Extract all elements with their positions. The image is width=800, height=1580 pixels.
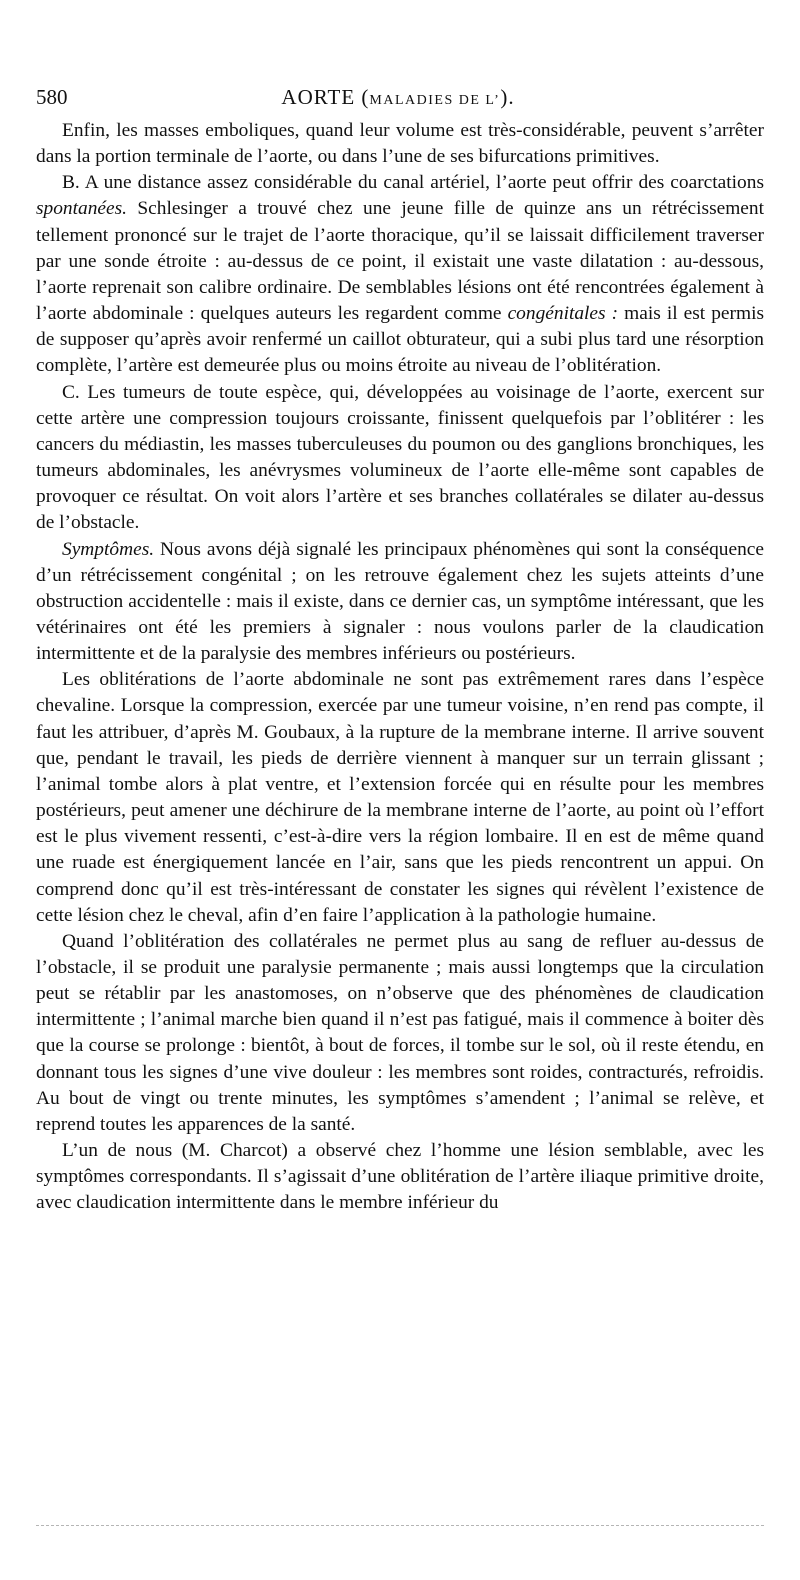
- page-number: 580: [36, 85, 68, 109]
- paragraph-lead: C.: [62, 381, 80, 403]
- paragraph-espece-chevaline: [36, 667, 764, 929]
- paragraph-paralysie: [36, 929, 764, 1138]
- footer-rule: [36, 1525, 764, 1526]
- emphasis-congenitales: congénitales :: [507, 303, 619, 325]
- emphasis-spontanees: spontanées.: [36, 198, 128, 220]
- running-head-main: AORTE (: [281, 85, 370, 109]
- paragraph-charcot: [36, 1138, 764, 1216]
- paragraph-symptomes: [36, 537, 764, 668]
- paragraph-text: Schlesinger a trouvé chez une jeune fille de quinze ans un rétrécissement tellement prononcé sur le trajet de l’aorte thoracique, qu’il se laissait difficilement traverser par une sonde étroite : au-dessus de ce point, il existait une vaste dilatation : au-dessous, l’aorte reprenait son calibre ordinaire. De semblables lésions ont été rencontrées également à l’aorte abdominale : quelques auteurs les regardent comme: [36, 198, 764, 325]
- page-header: [36, 82, 760, 112]
- paragraph-text: mais il est permis de supposer qu’après avoir renfermé un caillot obturateur, qui a subi plus tard une résorption complète, l’artère est demeurée plus ou moins étroite au niveau de l’oblitération.: [36, 303, 764, 377]
- body-text: [36, 118, 764, 1217]
- running-head: [36, 82, 760, 116]
- section-heading-symptomes: Symptômes.: [62, 538, 155, 560]
- paragraph-text: L’un de nous (M. Charcot) a observé chez l’homme une lésion semblable, avec les symptômes correspondants. Il s’agissait d’une oblitération de l’artère iliaque primitive droite, avec claudication intermittente dans le membre inférieur du: [36, 1140, 764, 1214]
- paragraph-text: Nous avons déjà signalé les principaux phénomènes qui sont la conséquence d’un rétrécissement congénital ; on les retrouve également chez les sujets atteints d’une obstruction accidentelle : mais il existe, dans ce dernier cas, un symptôme intéressant, que les vétérinaires ont été les premiers à signaler : nous voulons parler de la claudication intermittente et de la paralysie des membres inférieurs ou postérieurs.: [36, 538, 764, 665]
- paragraph-emboli: [36, 118, 764, 170]
- paragraph-lead: B.: [62, 172, 80, 194]
- paragraph-b-coarctations: [36, 170, 764, 379]
- running-head-end: ).: [500, 85, 515, 109]
- paragraph-text: Enfin, les masses emboliques, quand leur volume est très-considérable, peuvent s’arrêter dans la portion terminale de l’aorte, ou dans l’une de ses bifurcations primitives.: [36, 120, 764, 168]
- paragraph-text: Les tumeurs de toute espèce, qui, développées au voisinage de l’aorte, exercent sur cette artère une compression toujours croissante, finissent quelquefois par l’oblitérer : les cancers du médiastin, les masses tuberculeuses du poumon ou des ganglions bronchiques, les tumeurs abdominales, les anévrysmes volumineux de l’aorte elle-même sont capables de provoquer ce résultat. On voit alors l’artère et ses branches collatérales se dilater au-dessus de l’obstacle.: [36, 381, 764, 534]
- paragraph-text: A une distance assez considérable du canal artériel, l’aorte peut offrir des coarctations: [79, 172, 764, 194]
- running-head-small-caps: MALADIES DE L’: [369, 93, 501, 108]
- paragraph-text: Quand l’oblitération des collatérales ne permet plus au sang de refluer au-dessus de l’obstacle, il se produit une paralysie permanente ; mais aussi longtemps que la circulation peut se rétablir par les anastomoses, on n’observe que des phénomènes de claudication intermittente ; l’animal marche bien quand il n’est pas fatigué, mais il commence à boiter dès que la course se prolonge : bientôt, à bout de forces, il tombe sur le sol, où il reste étendu, en donnant tous les signes d’une vive douleur : les membres sont roides, contracturés, refroidis. Au bout de vingt ou trente minutes, les symptômes s’amendent ; l’animal se relève, et reprend toutes les apparences de la santé.: [36, 930, 764, 1135]
- paragraph-c-tumeurs: [36, 380, 764, 537]
- paragraph-text: Les oblitérations de l’aorte abdominale ne sont pas extrêmement rares dans l’espèce chevaline. Lorsque la compression, exercée par une tumeur voisine, n’en rend pas compte, il faut les attribuer, d’après M. Goubaux, à la rupture de la membrane interne. Il arrive souvent que, pendant le travail, les pieds de derrière viennent à manquer sur un terrain glissant ; l’animal tombe alors à plat ventre, et l’extension forcée qui en résulte pour les membres postérieurs, peut amener une déchirure de la membrane interne de l’aorte, au point où l’effort est le plus vivement ressenti, c’est-à-dire vers la région lombaire. Il en est de même quand une ruade est énergiquement lancée en l’air, sans que les pieds rencontrent un appui. On comprend donc qu’il est très-intéressant de constater les signes qui révèlent l’existence de cette lésion chez le cheval, afin d’en faire l’application à la pathologie humaine.: [36, 669, 764, 926]
